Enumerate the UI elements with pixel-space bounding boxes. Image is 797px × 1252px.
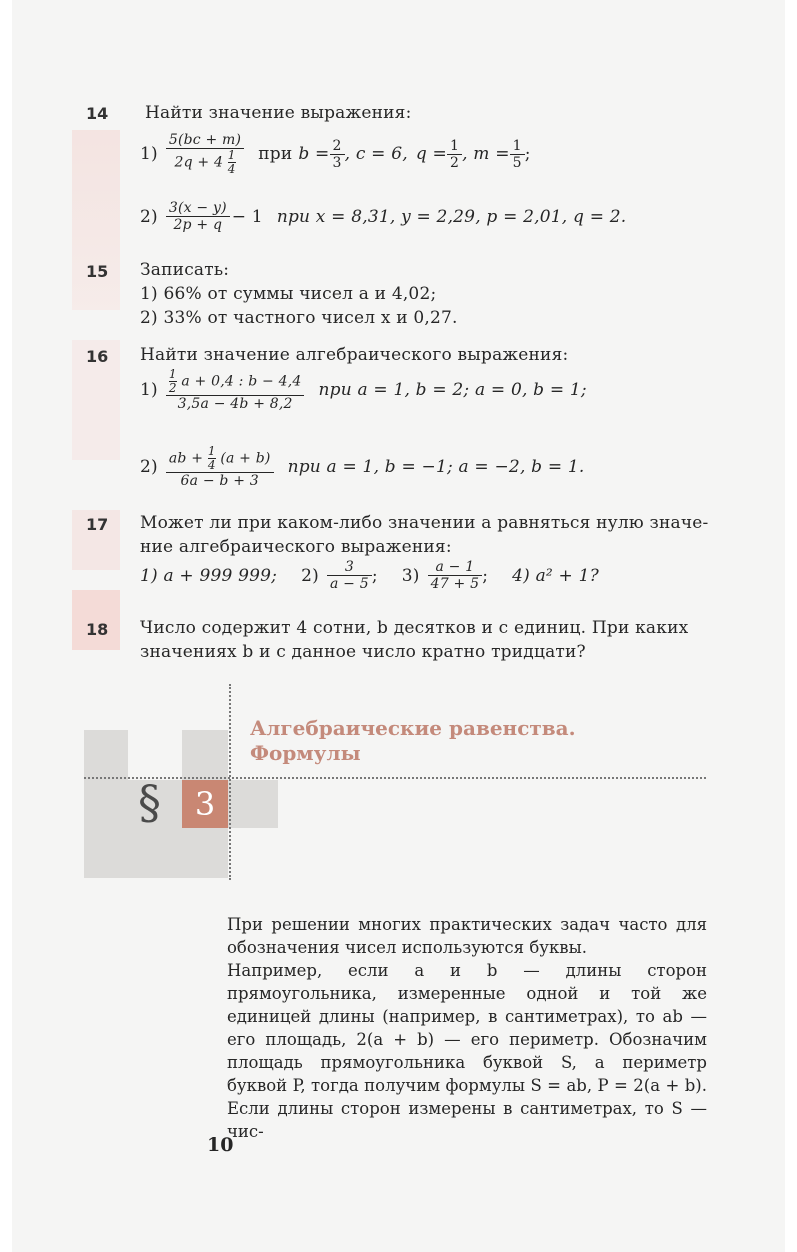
option-2-label: 2) [301, 565, 319, 586]
exercise-15-item-2: 2) 33% от частного чисел x и 0,27. [140, 308, 458, 328]
denominator: 3 [332, 154, 342, 171]
exercise-17-options [140, 559, 599, 592]
fraction [327, 559, 372, 592]
var-m: , m = [462, 144, 510, 165]
quarter-fraction [208, 445, 216, 472]
numerator-text: a + 0,4 : b − 4,4 [181, 373, 302, 390]
fraction [166, 445, 274, 489]
exercise-16-title: Найти значение алгебраического выражения: [140, 345, 569, 365]
mixed-den: 4 [227, 162, 236, 177]
item-label: 2) [140, 206, 158, 227]
option-3-label: 3) [401, 565, 420, 586]
half-fraction [169, 368, 177, 395]
denominator: 3,5a − 4b + 8,2 [177, 396, 293, 413]
punctuation: ; [482, 565, 489, 586]
condition: при a = 1, b = 2; a = 0, b = 1; [318, 380, 587, 401]
section-dotted-rule [84, 777, 706, 779]
item-label: 2) [140, 457, 158, 478]
denominator-text: 2q + 4 [174, 154, 224, 171]
numerator: 1 [449, 137, 460, 154]
exercise-18-line-2: значениях b и c данное число кратно тридцати? [140, 642, 586, 662]
fraction [166, 132, 244, 176]
numerator: 5(bc + m) [168, 132, 242, 148]
half-den: 2 [168, 381, 177, 396]
exercise-14-item-1 [140, 132, 531, 176]
fraction [330, 138, 345, 171]
section-number-badge: 3 [182, 780, 228, 828]
margin-tint [72, 130, 120, 310]
exercise-number-16: 16 [86, 347, 109, 366]
half-num: 1 [168, 367, 177, 381]
exercise-15-item-1: 1) 66% от суммы чисел a и 4,02; [140, 284, 437, 304]
condition: при x = 8,31, y = 2,29, p = 2,01, q = 2. [276, 206, 627, 227]
exercise-17-line-1: Может ли при каком-либо значении a равняться нулю значе- [140, 513, 709, 533]
condition: при a = 1, b = −1; a = −2, b = 1. [287, 457, 585, 478]
condition-word: при [258, 144, 293, 165]
numerator: 3 [344, 559, 354, 575]
denominator: 6a − b + 3 [180, 473, 259, 490]
denominator: 5 [512, 154, 522, 171]
exercise-number-18: 18 [86, 620, 109, 639]
item-label: 1) [140, 144, 158, 165]
quarter-den: 4 [207, 458, 216, 473]
exercise-number-17: 17 [86, 515, 109, 534]
numerator-text: (a + b) [220, 450, 271, 467]
mixed-fraction [228, 149, 236, 176]
fraction [447, 138, 462, 171]
numerator: 3(x − y) [168, 200, 227, 216]
fraction [428, 559, 483, 592]
mixed-num: 1 [227, 148, 236, 163]
exercise-16-item-2 [140, 445, 585, 489]
section-vertical-dotted-line [229, 684, 231, 880]
numerator [166, 445, 274, 472]
exercise-number-14: 14 [86, 104, 109, 123]
fraction [166, 368, 305, 412]
item-label: 1) [140, 380, 158, 401]
denominator: 47 + 5 [430, 576, 480, 593]
var-q: q = [415, 144, 447, 165]
section-body-text [227, 913, 707, 1143]
denominator [171, 149, 238, 176]
body-paragraph-2: Например, если a и b — длины сторон прямоугольника, измеренные одной и той же единицей длины (например, в сантиметрах), то ab — его площадь, 2(a + b) — его периметр. Обозначим площадь прямоугольника буквой S, а периметр буквой P, тогда получим формулы S = ab, P = 2(a + b). Если длины сторон измерены в сантиметрах, то S — чис- [227, 961, 707, 1141]
numerator: 1 [512, 137, 522, 154]
exercise-17-line-2: ние алгебраического выражения: [140, 537, 452, 557]
exercise-14-item-2 [140, 200, 626, 233]
section-deco-block [128, 828, 228, 878]
quarter-num: 1 [207, 444, 216, 458]
section-deco-block [182, 730, 228, 780]
exercise-number-15: 15 [86, 262, 109, 281]
numerator: 2 [332, 137, 342, 154]
denominator: a − 5 [329, 576, 369, 593]
denominator: 2p + q [173, 217, 223, 234]
var-b: b = [298, 144, 330, 165]
numerator-text: ab + [168, 450, 204, 467]
punctuation: ; [371, 565, 378, 586]
numerator [166, 368, 305, 395]
fraction [510, 138, 525, 171]
exercise-15-title: Записать: [140, 260, 230, 280]
section-deco-block [84, 730, 128, 878]
section-symbol: § [138, 775, 161, 829]
option-1: 1) a + 999 999; [140, 565, 278, 586]
body-paragraph-1: При решении многих практических задач часто для обозначения чисел используются буквы. [227, 915, 707, 957]
expression-tail: − 1 [231, 206, 263, 227]
fraction [166, 200, 230, 233]
denominator: 2 [449, 154, 460, 171]
exercise-14-title: Найти значение выражения: [145, 103, 412, 123]
numerator: a − 1 [435, 559, 475, 575]
exercise-18-line-1: Число содержит 4 сотни, b десятков и c единиц. При каких [140, 618, 689, 638]
page-number: 10 [207, 1134, 234, 1156]
option-4: 4) a² + 1? [512, 565, 599, 586]
section-title-line-1: Алгебраические равенства. [250, 716, 576, 740]
section-title-line-2: Формулы [250, 741, 361, 765]
exercise-16-item-1 [140, 368, 587, 412]
punctuation: ; [524, 144, 531, 165]
var-c: , c = 6, [344, 144, 408, 165]
